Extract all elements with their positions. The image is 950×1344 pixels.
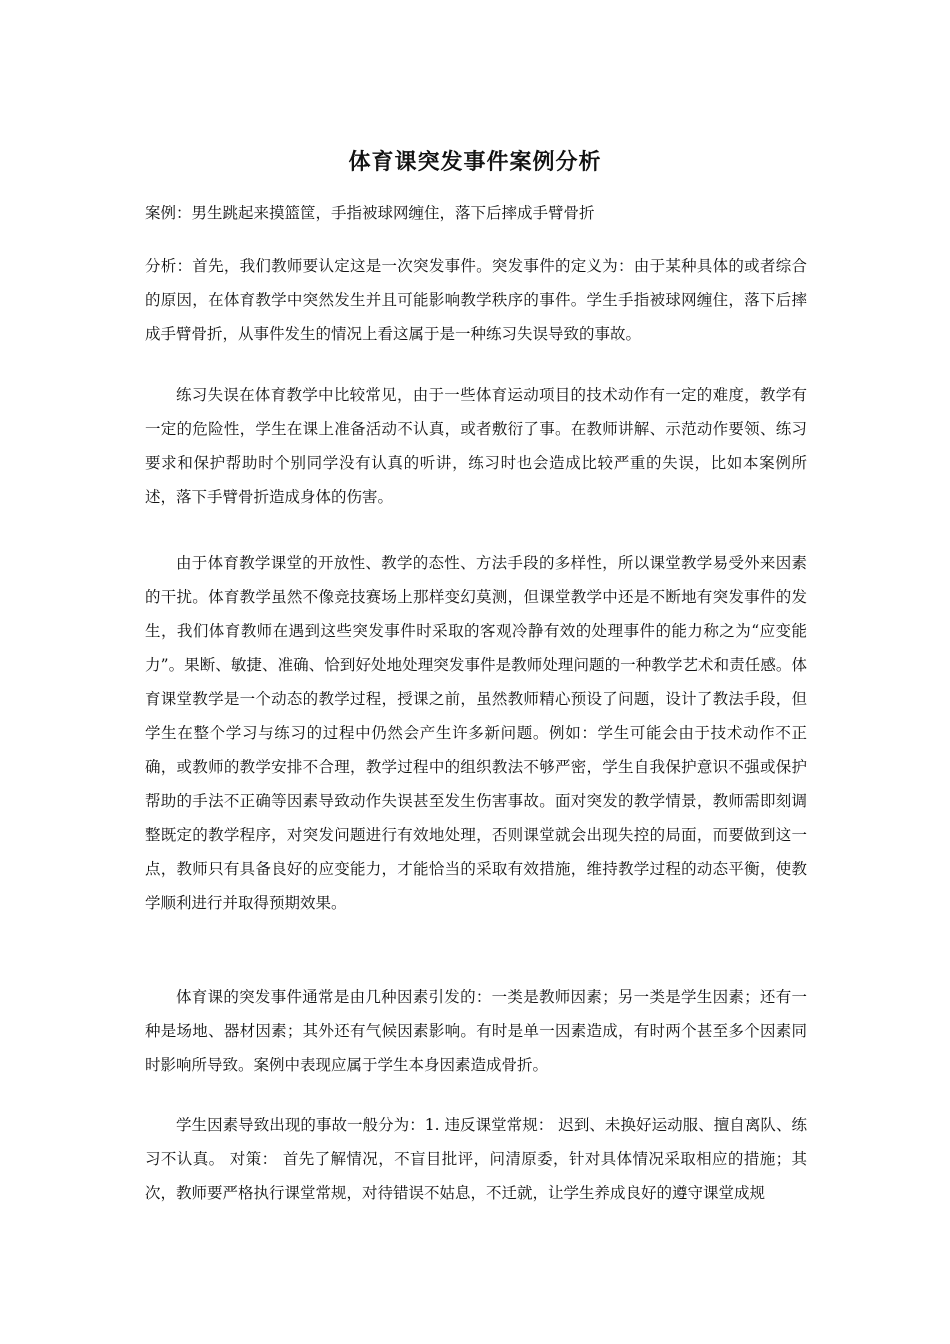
paragraph-practice-errors: 练习失误在体育教学中比较常见，由于一些体育运动项目的技术动作有一定的难度，教学有一定的危险性，学生在课上准备活动不认真，或者敷衍了事。在教师讲解、示范动作要领、练习要求和保护帮助时个别同学没有认真的听讲，练习时也会造成比较严重的失误，比如本案例所述，落下手臂骨折造成身体的伤害。 (145, 386, 807, 506)
paragraph-student-factors: 学生因素导致出现的事故一般分为：1. 违反课堂常规： 迟到、未换好运动服、擅自离队、练习不认真。 对策： 首先了解情况，不盲目批评，问清原委，针对具体情况采取相应的措施；其次，教师要严格执行课堂常规，对待错误不姑息，不迁就，让学生养成良好的遵守课堂成规 (145, 1116, 807, 1202)
document-title: 体育课突发事件案例分析 (348, 149, 602, 175)
case-line: 案例：男生跳起来摸篮筐，手指被球网缠住，落下后摔成手臂骨折 (145, 204, 595, 222)
paragraph-analysis: 分析：首先，我们教师要认定这是一次突发事件。突发事件的定义为：由于某种具体的或者综合的原因，在体育教学中突然发生并且可能影响教学秩序的事件。学生手指被球网缠住，落下后摔成手臂骨折，从事件发生的情况上看这属于是一种练习失误导致的事故。 (145, 257, 807, 343)
paragraph-adaptability: 由于体育教学课堂的开放性、教学的态性、方法手段的多样性，所以课堂教学易受外来因素的干扰。体育教学虽然不像竞技赛场上那样变幻莫测，但课堂教学中还是不断地有突发事件的发生，我们体育教师在遇到这些突发事件时采取的客观冷静有效的处理事件的能力称之为“应变能力”。果断、敏捷、准确、恰到好处地处理突发事件是教师处理问题的一种教学艺术和责任感。体育课堂教学是一个动态的教学过程，授课之前，虽然教师精心预设了问题，设计了教法手段，但学生在整个学习与练习的过程中仍然会产生许多新问题。例如：学生可能会由于技术动作不正确，或教师的教学安排不合理，教学过程中的组织教法不够严密，学生自我保护意识不强或保护帮助的手法不正确等因素导致动作失误甚至发生伤害事故。面对突发的教学情景，教师需即刻调整既定的教学程序，对突发问题进行有效地处理，否则课堂就会出现失控的局面，而要做到这一点，教师只有具备良好的应变能力，才能恰当的采取有效措施，维持教学过程的动态平衡，使教学顺利进行并取得预期效果。 (145, 554, 807, 912)
paragraph-factors: 体育课的突发事件通常是由几种因素引发的：一类是教师因素；另一类是学生因素；还有一种是场地、器材因素；其外还有气候因素影响。有时是单一因素造成，有时两个甚至多个因素同时影响所导致。案例中表现应属于学生本身因素造成骨折。 (145, 988, 807, 1074)
